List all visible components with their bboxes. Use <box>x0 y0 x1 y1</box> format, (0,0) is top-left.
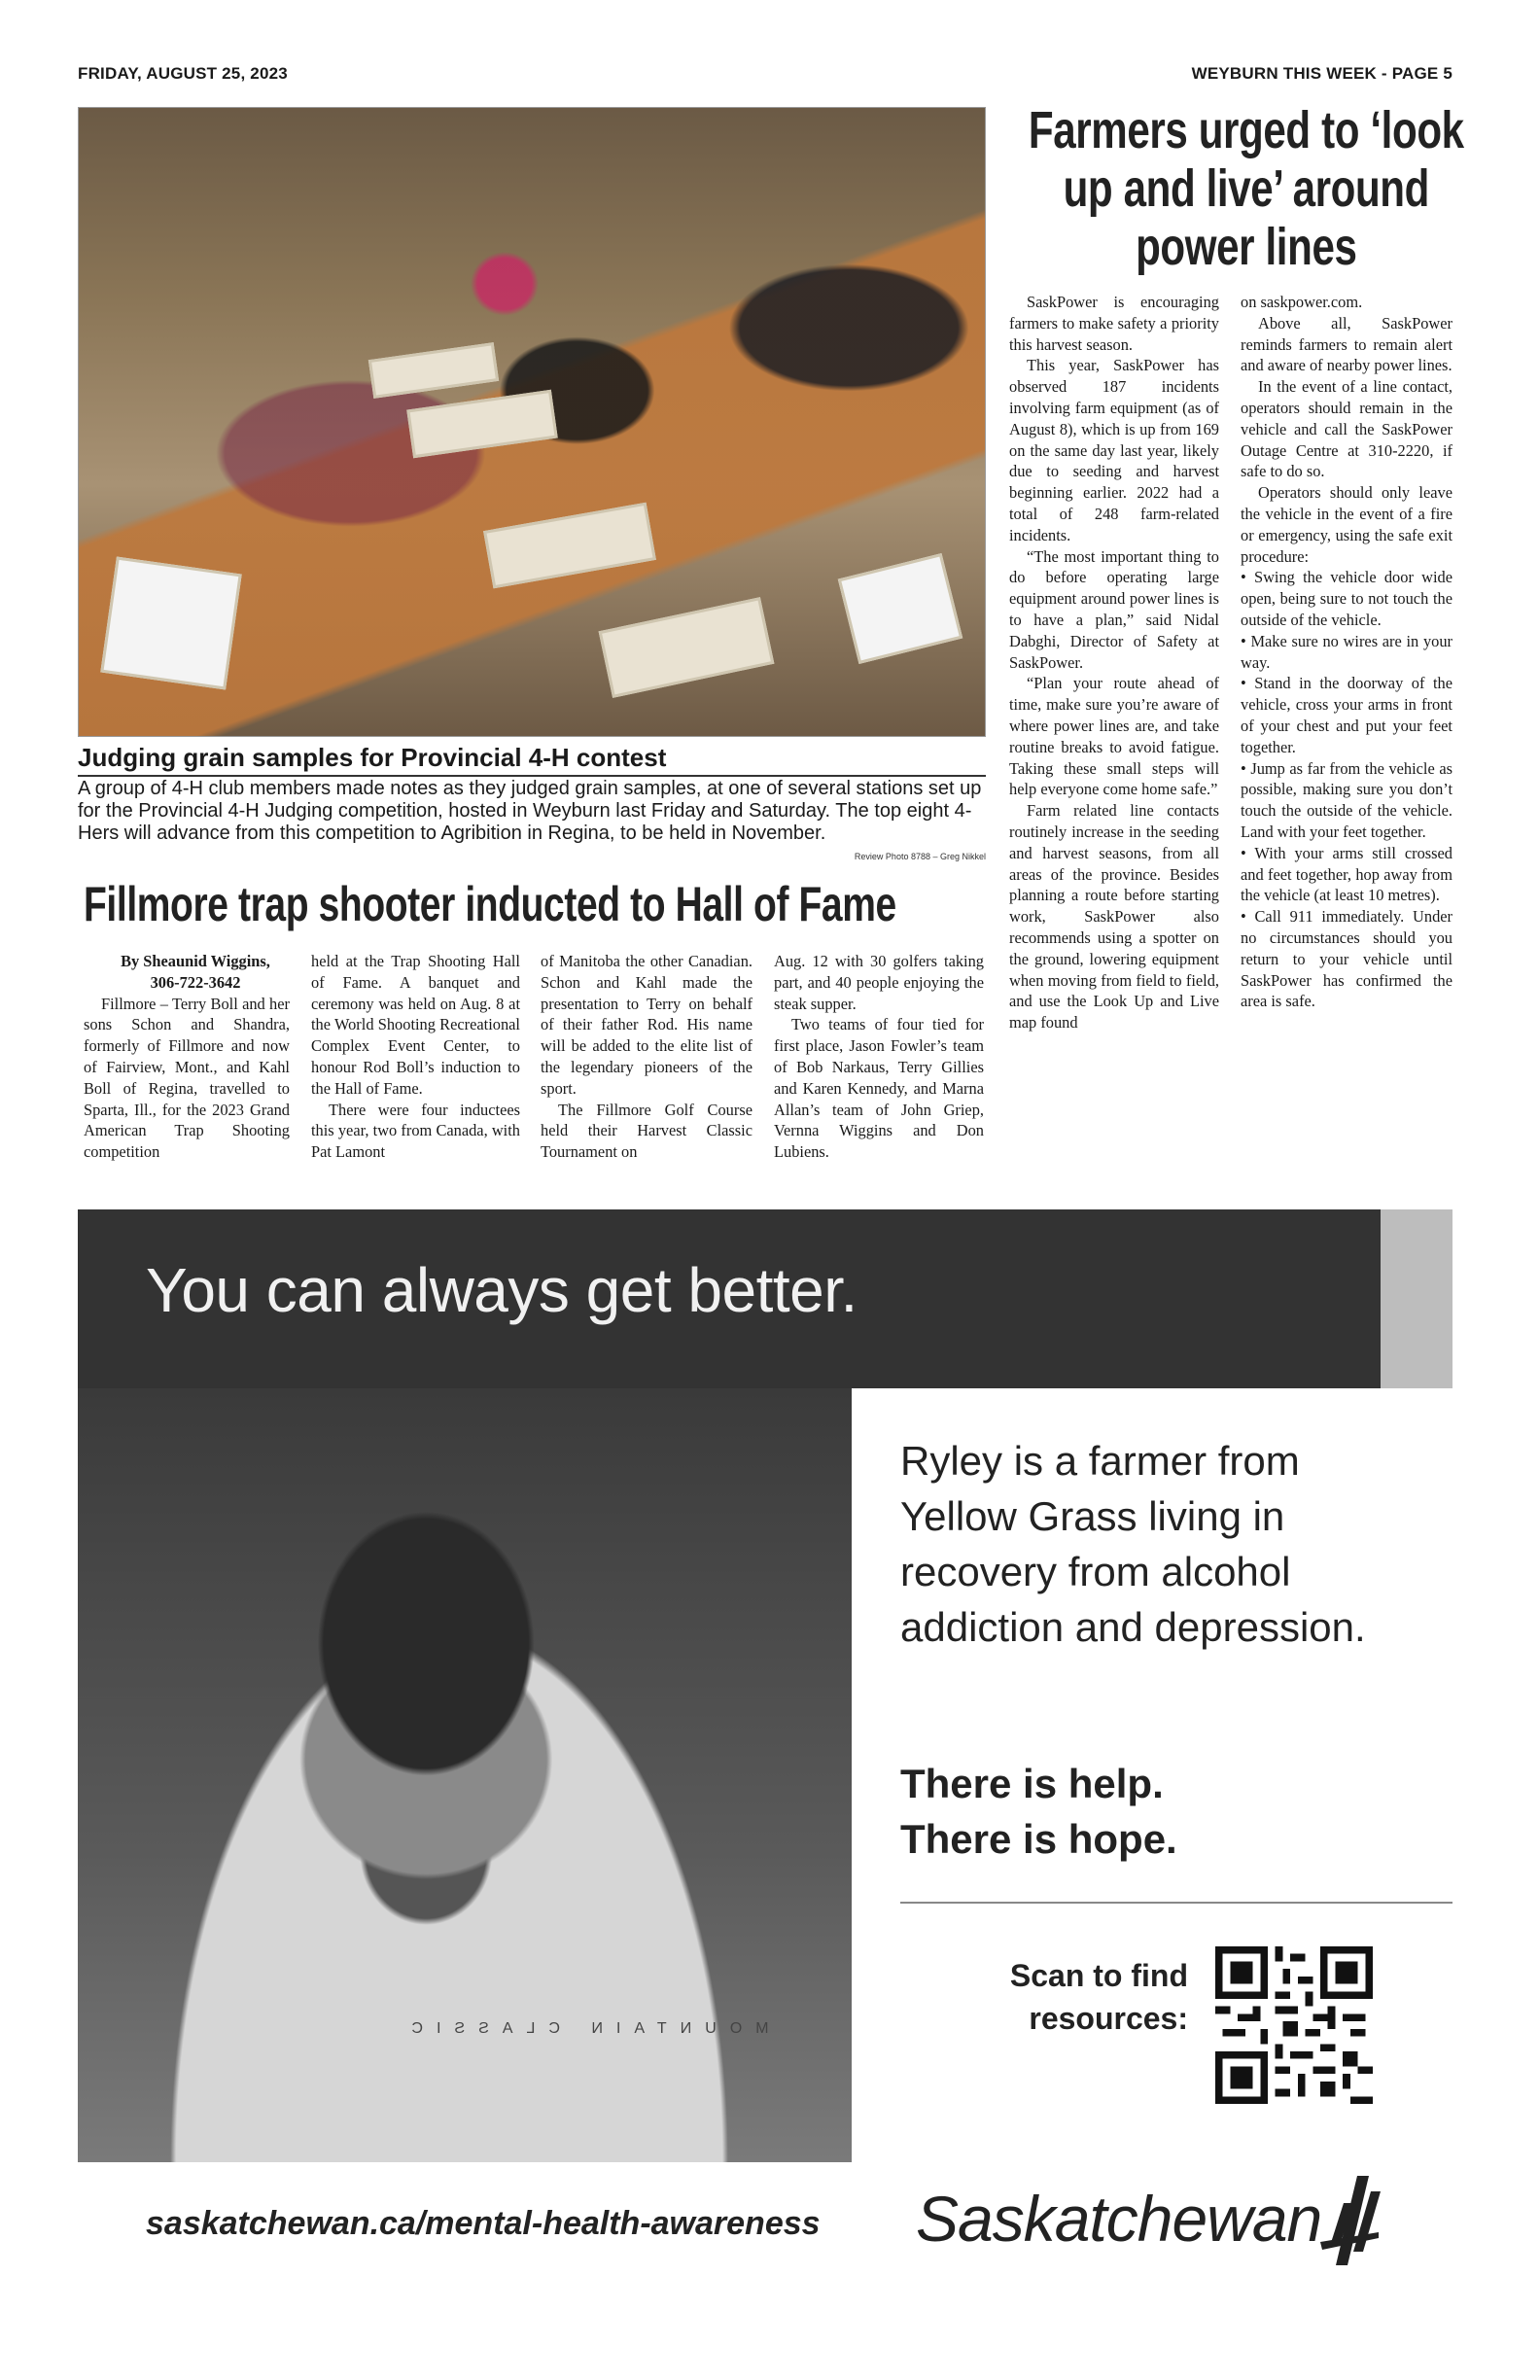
scan-line: resources: <box>1029 2001 1188 2036</box>
paragraph: “Plan your route ahead of time, make sure you’re aware of where power lines are, and take routine breaks to avoid fatigue. Taking these small steps will help everyone come home safe.” <box>1009 674 1219 799</box>
paragraph: on saskpower.com. <box>1241 293 1363 311</box>
ad-help-line: There is help. <box>900 1761 1164 1806</box>
ad-hope-line: There is hope. <box>900 1816 1177 1862</box>
saskatchewan-logo-text: Saskatchewan <box>916 2183 1322 2255</box>
shirt-print: MOUNTAIN CLASSIC <box>398 2020 769 2037</box>
fillmore-column-3 <box>541 951 752 1163</box>
byline-phone: 306-722-3642 <box>150 972 241 992</box>
paragraph: There were four inductees this year, two from Canada, with Pat Lamont <box>311 1100 520 1162</box>
paragraph: Operators should only leave the vehicle in the event of a fire or emergency, using the safe exit procedure: <box>1241 483 1452 566</box>
power-lines-headline: Farmers urged to ‘look up and live’ around power lines <box>1028 101 1464 276</box>
safety-bullet: • With your arms still crossed and feet together, hop away from the vehicle (at least 10 metres). <box>1241 843 1452 905</box>
photo-credit: Review Photo 8788 – Greg Nikkel <box>854 852 986 861</box>
grain-judging-photo <box>78 107 986 737</box>
clipboard <box>100 557 241 690</box>
fillmore-column-4 <box>774 951 984 1163</box>
grain-tray <box>368 342 499 399</box>
paragraph: “The most important thing to do before operating large equipment around power lines is to have a plan,” said Nidal Dabghi, Director of Safety at SaskPower. <box>1009 546 1219 672</box>
ad-scan-text <box>900 1954 1188 2040</box>
safety-bullet: • Call 911 immediately. Under no circumstances should you return to your vehicle until SaskPower has confirmed the area is safe. <box>1241 907 1452 1011</box>
paragraph: This year, SaskPower has observed 187 incidents involving farm equipment (as of August 8), which is up from 169 on the same day last year, likely due to seeding and harvest beginning earlier. 2022 had a total of 248 farm-related incidents. <box>1009 356 1219 544</box>
paragraph: held at the Trap Shooting Hall of Fame. A banquet and ceremony was held on Aug. 8 at the World Shooting Recreational Complex Event Center, to honour Rod Boll’s induction to the Hall of Fame. <box>311 952 520 1098</box>
scan-line: Scan to find <box>1009 1958 1188 1993</box>
fillmore-headline: Fillmore trap shooter inducted to Hall of Fame <box>84 877 896 931</box>
paragraph: Two teams of four tied for first place, Jason Fowler’s team of Bob Narkaus, Terry Gillies and Karen Kennedy, and Marna Allan’s team of John Griep, Vernna Wiggins and Don Lubiens. <box>774 1015 984 1162</box>
paragraph: The Fillmore Golf Course held their Harvest Classic Tournament on <box>541 1100 752 1162</box>
page-folio: WEYBURN THIS WEEK - PAGE 5 <box>1191 64 1452 83</box>
ad-divider <box>900 1902 1452 1904</box>
ad-tagline: You can always get better. <box>146 1255 858 1325</box>
safety-bullet: • Jump as far from the vehicle as possible, making sure you don’t touch the outside of the vehicle. Land with your feet together. <box>1241 758 1452 841</box>
paragraph: of Manitoba the other Canadian. Schon and Kahl made the presentation to Terry on behalf of their father Rod. His name will be added to the elite list of the legendary pioneers of the sport. <box>541 952 752 1098</box>
power-article-column-1 <box>1009 292 1219 1033</box>
page-date: FRIDAY, AUGUST 25, 2023 <box>78 64 288 83</box>
safety-bullet: • Stand in the doorway of the vehicle, cross your arms in front of your chest and put your feet together. <box>1241 674 1452 756</box>
fillmore-column-2 <box>311 951 520 1163</box>
paragraph: SaskPower is encouraging farmers to make safety a priority this harvest season. <box>1009 293 1219 354</box>
ad-url-link[interactable]: saskatchewan.ca/mental-health-awareness <box>146 2205 821 2242</box>
power-article-column-2 <box>1241 292 1452 1012</box>
grain-tray <box>406 390 557 458</box>
paragraph: Fillmore – Terry Boll and her sons Schon and Shandra, formerly of Fillmore and now of Fairview, Mont., and Kahl Boll of Regina, travelled to Sparta, Ill., for the 2023 Grand American Trap Shooting competition <box>84 994 290 1162</box>
safety-bullet: • Swing the vehicle door wide open, being sure to not touch the outside of the vehicle. <box>1241 568 1452 629</box>
ad-header-accent <box>1381 1209 1452 1388</box>
wheat-logo-icon <box>1318 2174 1382 2267</box>
fillmore-column-1 <box>84 951 290 1163</box>
paragraph: Above all, SaskPower reminds farmers to remain alert and aware of nearby power lines. <box>1241 313 1452 375</box>
ad-help-text <box>900 1756 1406 1867</box>
paragraph: Farm related line contacts routinely increase in the seeding and harvest seasons, from all areas of the province. Besides planning a route before starting work, SaskPower also recommends using a spotter on the ground, lowering equipment when moving from field to field, and use the Look Up and Live map found <box>1009 801 1219 1032</box>
ad-portrait-photo <box>78 1388 852 2162</box>
grain-tray <box>599 597 775 698</box>
grain-tray <box>483 503 656 589</box>
byline-name: By Sheaunid Wiggins, <box>121 952 270 970</box>
paragraph: Aug. 12 with 30 golfers taking part, and 40 people enjoying the steak supper. <box>774 952 984 1013</box>
clipboard <box>838 553 963 664</box>
paragraph: In the event of a line contact, operators should remain in the vehicle and call the SaskPower Outage Centre at 310-2220, if safe to do so. <box>1241 377 1452 481</box>
safety-bullet: • Make sure no wires are in your way. <box>1241 631 1452 672</box>
photo-caption: A group of 4-H club members made notes as they judged grain samples, at one of several stations set up for the Provincial 4-H Judging competition, hosted in Weyburn last Friday and Saturday. The top eight 4-Hers will advance from this competition to Agribition in Regina, to be held in November. <box>78 778 982 844</box>
photo-caption-title: Judging grain samples for Provincial 4-H contest <box>78 743 986 777</box>
qr-code-icon[interactable] <box>1215 1946 1373 2104</box>
ad-story-text: Ryley is a farmer from Yellow Grass living in recovery from alcohol addiction and depression. <box>900 1438 1366 1650</box>
